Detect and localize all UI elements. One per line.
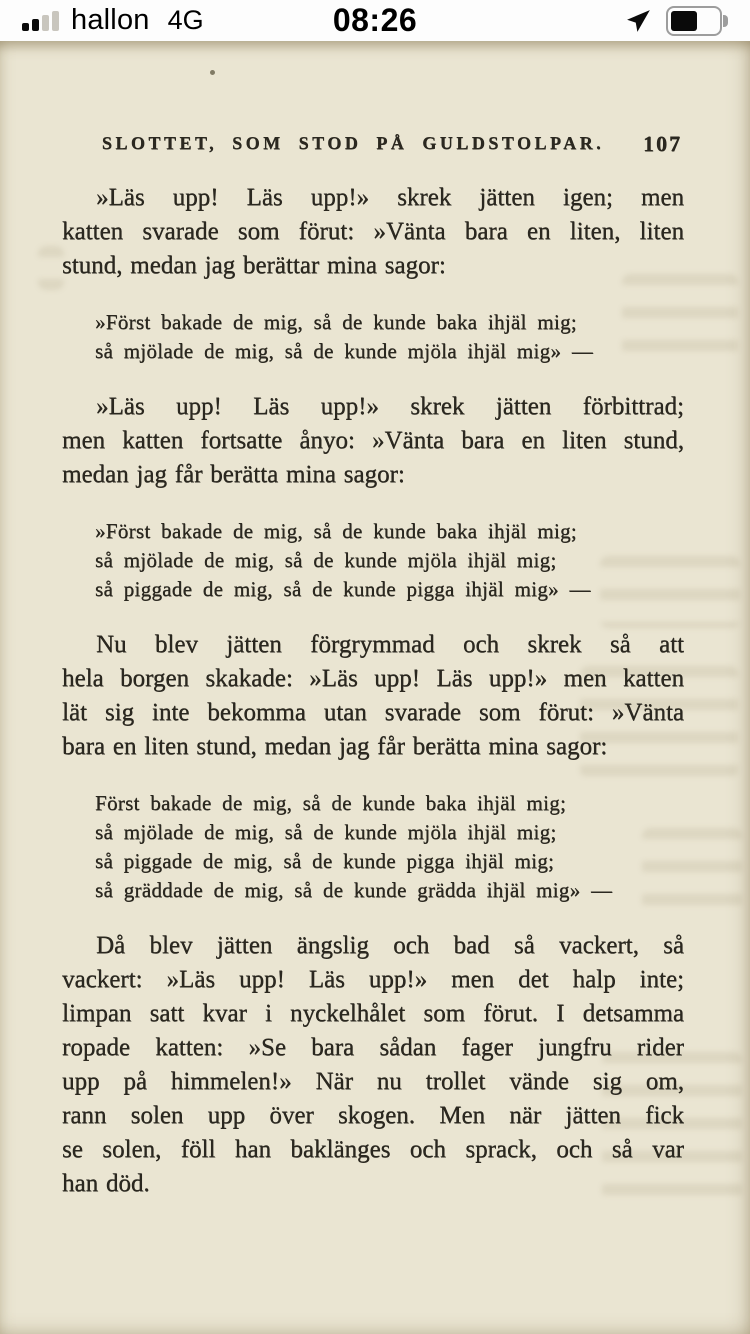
text-line: katten svarade som förut: »Vänta bara en liten, liten [62, 218, 684, 245]
text-line: upp på himmelen!» När nu trollet vände sig om, [62, 1068, 684, 1095]
text-line: stund, medan jag berättar mina sagor: [62, 252, 446, 279]
text-line: så mjölade de mig, så de kunde mjöla ihjäl mig» — [95, 339, 594, 363]
page-number: 107 [643, 131, 682, 156]
text-blocks [62, 181, 684, 1201]
status-bar [0, 0, 750, 41]
text-line: så piggade de mig, så de kunde pigga ihjäl mig» — [95, 577, 591, 601]
text-line: se solen, föll han baklänges och sprack, och så var [62, 1136, 684, 1163]
verse-block [95, 789, 684, 905]
text-line: hela borgen skakade: »Läs upp! Läs upp!» men katten [62, 665, 684, 692]
location-arrow-icon [626, 8, 652, 34]
network-type-label: 4G [167, 5, 204, 35]
text-line: »Först bakade de mig, så de kunde baka ihjäl mig; [95, 310, 577, 334]
text-line: »Läs upp! Läs upp!» skrek jätten förbittrad; [96, 393, 684, 420]
text-line: lät sig inte bekomma utan svarade som förut: »Vänta [62, 699, 684, 726]
paragraph-block [62, 628, 684, 764]
text-line: Först bakade de mig, så de kunde baka ihjäl mig; [95, 791, 567, 815]
verse-block [95, 308, 684, 366]
running-header [62, 133, 684, 161]
text-line: limpan satt kvar i nyckelhålet som förut. I detsamma [62, 1000, 684, 1027]
battery-icon [666, 6, 722, 36]
text-line: bara en liten stund, medan jag får berätta mina sagor: [62, 733, 608, 760]
paper-speck [210, 70, 215, 75]
paragraph-block [62, 390, 684, 492]
running-title: SLOTTET, SOM STOD PÅ GULDSTOLPAR. [101, 133, 605, 153]
text-line: han död. [62, 1170, 150, 1197]
text-line: »Först bakade de mig, så de kunde baka ihjäl mig; [95, 519, 577, 543]
text-line: så piggade de mig, så de kunde pigga ihjäl mig; [95, 849, 555, 873]
text-line: Nu blev jätten förgrymmad och skrek så att [96, 631, 684, 658]
battery-fill [671, 11, 697, 31]
text-line: Då blev jätten ängslig och bad så vackert, så [96, 932, 684, 959]
text-line: vackert: »Läs upp! Läs upp!» men det halp inte; [62, 966, 684, 993]
status-bar-clock: 08:26 [332, 2, 418, 38]
text-line: medan jag får berätta mina sagor: [62, 461, 405, 488]
battery-nub [723, 15, 728, 27]
text-line: rann solen upp över skogen. Men när jätten fick [62, 1102, 684, 1129]
text-line: men katten fortsatte ånyo: »Vänta bara en liten stund, [62, 427, 684, 454]
book-page[interactable] [0, 41, 750, 1334]
text-line: så gräddade de mig, så de kunde grädda ihjäl mig» — [95, 878, 613, 902]
text-line: »Läs upp! Läs upp!» skrek jätten igen; men [96, 184, 684, 211]
paragraph-block [62, 929, 684, 1201]
paragraph-block [62, 181, 684, 283]
verse-block [95, 517, 684, 604]
text-line: så mjölade de mig, så de kunde mjöla ihjäl mig; [95, 820, 557, 844]
carrier-label: hallon [71, 4, 150, 36]
status-bar-right [626, 0, 722, 41]
text-line: ropade katten: »Se bara sådan fager jungfru rider [62, 1034, 684, 1061]
text-line: så mjölade de mig, så de kunde mjöla ihjäl mig; [95, 548, 557, 572]
